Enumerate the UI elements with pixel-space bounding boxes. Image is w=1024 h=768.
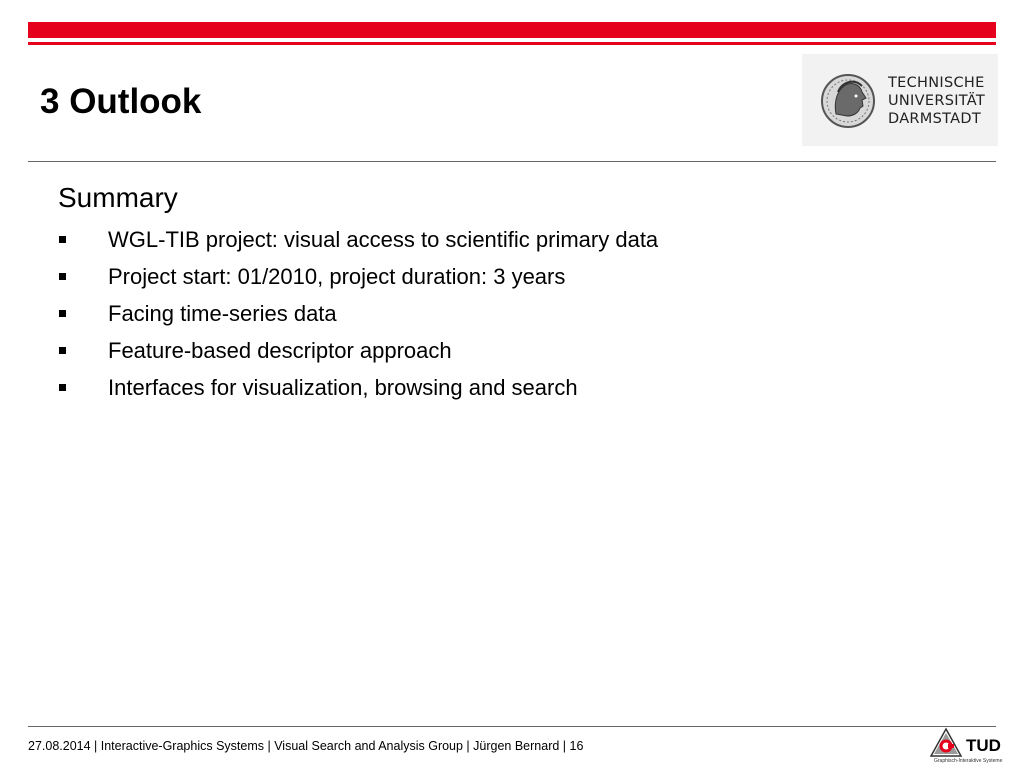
top-accent-line xyxy=(28,42,996,45)
university-name-line1: TECHNISCHE xyxy=(888,75,985,91)
top-accent-bar xyxy=(28,22,996,38)
bullet-text: WGL-TIB project: visual access to scientific primary data xyxy=(108,227,659,252)
tud-footer-logo xyxy=(930,727,1003,765)
athena-head-emblem-icon xyxy=(820,66,876,136)
square-bullet-icon xyxy=(59,384,66,391)
square-bullet-icon xyxy=(59,310,66,317)
footer-divider xyxy=(28,726,996,727)
bullet-text: Project start: 01/2010, project duration: 3 years xyxy=(108,264,566,289)
bullet-text: Facing time-series data xyxy=(108,301,337,326)
bullet-text: Feature-based descriptor approach xyxy=(108,338,452,363)
bullet-text: Interfaces for visualization, browsing and search xyxy=(108,375,578,400)
gris-triangle-icon xyxy=(930,727,966,759)
slide-title: 3 Outlook xyxy=(40,82,202,121)
tud-logo-text: TUD xyxy=(966,736,1001,755)
footer-text: 27.08.2014 | Interactive-Graphics Systems | Visual Search and Analysis Group | Jürgen Bernard | 16 xyxy=(28,739,584,753)
university-logo xyxy=(802,54,998,146)
header-divider xyxy=(28,161,996,162)
square-bullet-icon xyxy=(59,236,66,243)
section-heading: Summary xyxy=(58,182,178,213)
university-name xyxy=(888,74,985,128)
square-bullet-icon xyxy=(59,347,66,354)
university-name-line3: DARMSTADT xyxy=(888,111,981,127)
square-bullet-icon xyxy=(59,273,66,280)
tud-logo-subtext: Graphisch-Interaktive Systeme xyxy=(934,758,1003,764)
university-name-line2: UNIVERSITÄT xyxy=(888,93,986,109)
